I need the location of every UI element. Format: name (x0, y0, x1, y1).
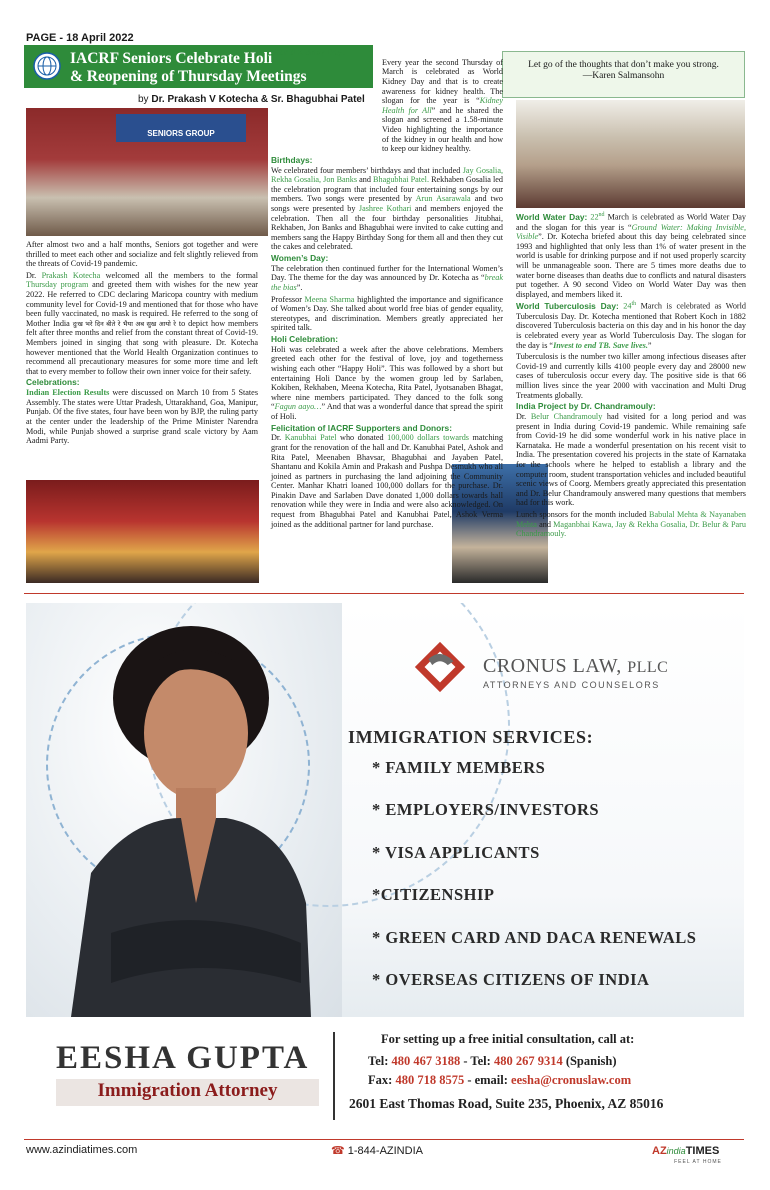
para-holi: Holi was celebrated a week after the above celebrations. Members greeted each other for the festival of love, joy and togetherness wishing each other “Happy Holi”. This was followed by a short but entertaining Holi Dance by the women group led by Sarlaben, Kokiben, Rekhaben, Meena Kotecha, Rita Patel, Jyotsanaben Bhagat, where nine members participated. They danced to the folk song “Fagun aayo…” And that was a wonderful dance that spread the spirit of Holi. (271, 344, 503, 421)
heading-felicitation: Felicitation of IACRF Supporters and Donors: (271, 422, 452, 433)
firm-name: CRONUS LAW, PLLC (483, 655, 669, 677)
firm-subtitle: ATTORNEYS AND COUNSELORS (483, 680, 660, 690)
heading-holi: Holi Celebration: (271, 333, 339, 344)
para-lunch-sponsors: Lunch sponsors for the month included Babulal Mehta & Nayanaben Mehta and Maganbhai Kawa, Jay & Rekha Gosalia, Dr. Belur & Paru Chandramouly. (516, 509, 746, 539)
para-kidney: Every year the second Thursday of March is celebrated as World Kidney Day and that is to create awareness for kidney health. The slogan for the year is “Kidney Health for All” and he shared the slogan and screened a 1.58-minute Video highlighting the importance of the kidney in our health and how to keep our kidney healthy. (382, 57, 503, 154)
email-link[interactable]: eesha@cronuslaw.com (511, 1073, 632, 1087)
office-address: 2601 East Thomas Road, Suite 235, Phoenix, AZ 85016 (349, 1096, 664, 1111)
quote-author: —Karen Salmansohn (582, 70, 665, 81)
quote-box (502, 51, 745, 98)
service-item: * GREEN CARD AND DACA RENEWALS (372, 928, 697, 947)
service-item: * VISA APPLICANTS (372, 843, 540, 862)
page-label: PAGE - 18 April 2022 (26, 32, 134, 44)
seniors-group-photo (26, 108, 268, 236)
azindia-times-logo: AZindiaTIMES FEEL AT HOME (652, 1141, 744, 1165)
article-column-2 (271, 48, 503, 531)
heading-india-project: India Project by Dr. Chandramouly: (516, 401, 656, 412)
para-meena: Professor Meena Sharma highlighted the importance and significance of Women’s Day. She talked about world free bias of gender equality, stereotypes, and discrimination. Members greatly appreciated her spirited talk. (271, 294, 503, 333)
service-item: * FAMILY MEMBERS (372, 758, 546, 777)
phone-link-spanish[interactable]: 480 267 9314 (493, 1054, 563, 1068)
para-tb-day: World Tuberculosis Day: 24th March is celebrated as World Tuberculosis Day. Dr. Kotecha mentioned that Robert Koch in 1882 discovered Tuberculosis bacteria on this day and in his honor the day is celebrated every year as World Tuberculosis Day. The slogan for the day is “Invest to end TB. Save lives.” (516, 301, 747, 350)
para-welcome: Dr. Prakash Kotecha welcomed all the members to the formal Thursday program and greeted them with wishes for the new year 2022. He referred to CDC declaring Maricopa country with medium community level for Covid-19 and mentioned that for those who have been fully vaccinated, no mask is required. He referred to the song of Mother India दुःख भरे दिन बीते रे भैया अब सुख आयो रे to depict how members felt after three months and relief from the constant threat of Covid-19. Members joined in singing that song with pleasure. Dr. Kotecha however mentioned that the World Health Organization continues to recommend all precautionary measures for some more time and left that to every member to follow their own inner voice for their safety. (26, 270, 259, 376)
article-column-3 (516, 212, 746, 541)
attorney-title: Immigration Attorney (97, 1080, 278, 1101)
article-title-line1: IACRF Seniors Celebrate Holi (70, 50, 273, 67)
vertical-divider (333, 1032, 335, 1120)
para-india-project: Dr. Belur Chandramouly had visited for a long period and was present in India during Covid-19 pandemic. While remaining safe from Covid-19 he did some wonderful work in his native place in Karnataka. He made a wonderful presentation on his recent visit to India. The presentation covered his projects in the state of Karnataka for the schools where he helped to establish a library and the computer room, student transportation vehicles and included beautiful scenic views of Coorg. Members greatly appreciated this presentation and Dr. Belur Chandramouly answered many questions that members had for this work. (516, 412, 747, 508)
heading-kidney-day: World Kidney Day: (271, 47, 346, 57)
para-tb-stats: Tuberculosis is the number two killer among infectious diseases after Covid-19 and currently kills 4100 people every day and 28000 new cases of tuberculosis occur every day. The positive side is that 66 million lives since the year 2000 with vaccination and Multi Drug Treatments globally. (516, 352, 746, 400)
logo-tagline: FEEL AT HOME (674, 1159, 722, 1165)
para-water-day: World Water Day: 22nd March is celebrated as World Water Day and the slogan for this year is “Ground Water: Making Invisible, Visible”. Dr. Kotecha briefed about this day being celebrated since 1993 and highlighted that only less than 1% of water present in the world is usable for drinking purpose and if not used properly scarcity will be unmanageable soon. There are 5 times more deaths due to water borne diseases than deaths due to conflicts and natural disasters put together. A 90 second Video on World Water Day was then displayed, and members liked it. (516, 211, 747, 299)
section-divider (24, 593, 744, 594)
cronus-law-logo-icon (411, 638, 469, 696)
para-womens-day: The celebration then continued further for the International Women’s Day. The theme for the day was announced by Dr. Kotecha as “break the bias”. (271, 263, 503, 292)
attorney-photo (41, 603, 321, 1017)
para-birthdays: We celebrated four members’ birthdays and that included Jay Gosalia, Rekha Gosalia, Jon Banks and Bhagubhai Patel. Rekhaben Gosalia led the celebration program that included four entertaining songs by our members. Two songs were presented by Arun Asarawala and two songs were presented by Jashree Kothari and members enjoyed the celebration. Then all the four birthday personalities Jitubhai, Rekhaben, Jon Banks and Bhagubhai were invited to cake cutting and members sang the Happy Birthday Song for them all and then they cut the cakes and celebrated. (271, 165, 504, 252)
quote-text: Let go of the thoughts that don’t make you strong. (528, 60, 719, 70)
footer-phone: ☎ 1-844-AZINDIA (331, 1145, 423, 1157)
phone-icon: ☎ (331, 1145, 345, 1157)
article-title-line2: & Reopening of Thursday Meetings (70, 68, 307, 85)
phone-line: Tel: 480 467 3188 - Tel: 480 267 9314 (Spanish) (368, 1054, 617, 1068)
globe-icon (32, 51, 62, 81)
service-item: * EMPLOYERS/INVESTORS (372, 800, 600, 819)
photo-banner: SENIORS GROUP (116, 114, 246, 142)
heading-celebrations: Celebrations: (26, 377, 80, 388)
para-intro: After almost two and a half months, Seniors got together and were thrilled to meet each other and socialize and felt slightly relieved from the threats of Covid-19 pandemic. (26, 240, 258, 269)
byline: by Dr. Prakash V Kotecha & Sr. Bhagubhai Patel (138, 94, 365, 105)
holi-dance-photo (26, 480, 259, 583)
attorney-name: EESHA GUPTA (56, 1040, 310, 1076)
website-link[interactable]: www.azindiatimes.com (26, 1144, 138, 1156)
service-item: * OVERSEAS CITIZENS OF INDIA (372, 970, 650, 989)
heading-birthdays: Birthdays: (271, 154, 313, 165)
consultation-text: For setting up a free initial consultation, call at: (381, 1032, 635, 1046)
footer-divider (24, 1139, 744, 1140)
service-item: *CITIZENSHIP (372, 885, 495, 904)
article-column-1 (26, 240, 258, 448)
members-group-photo (516, 100, 745, 208)
services-title: IMMIGRATION SERVICES: (348, 727, 594, 747)
phone-link[interactable]: 480 467 3188 (391, 1054, 461, 1068)
heading-womens-day: Women’s Day: (271, 252, 329, 263)
para-elections: Indian Election Results were discussed on March 10 from 5 States Assembly. The states were Uttar Pradesh, Uttarakhand, Goa, Manipur, Punjab. Of the five states, four have been won by BJP, the ruling party at the center under the leadership of the Prime Minister Narendra Modi, while Punjab showed a surprise grand scale victory by Aam Aadmi Party. (26, 388, 259, 446)
para-felicitation: Dr. Kanubhai Patel who donated 100,000 dollars towards matching grant for the renovation of the hall and Dr. Kanubhai Patel, Ashok and Rita Patel, Meenaben Bhavsar, Bhagubhai and Jayaben Patel, Shantanu and Kokila Amin and Prakash and Pushpa Desmukh who all joined as partners in purchasing the land adjoining the Community Center. Manhar Khatri loaned 100,000 dollars for the purchase. Dr. Pinakin Dave and Sarlaben Dave donated 1,000 dollars towards hall renovation while they were in India and were also acknowledged. On request from Bhagubhai Patel and Kanubhai Patel, Ashok Verma joined as the additional partner for land purchase. (271, 433, 503, 529)
fax-email-line: Fax: 480 718 8575 - email: eesha@cronuslaw.com (368, 1073, 632, 1087)
